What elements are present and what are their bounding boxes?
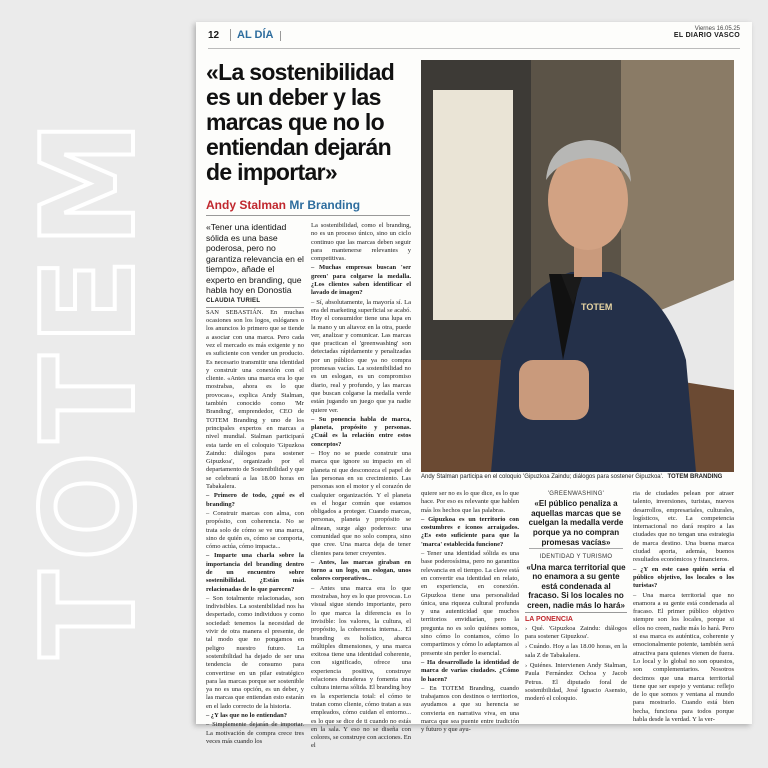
- column-3: [421, 490, 519, 734]
- header-right: [674, 26, 740, 39]
- ponencia-cuando: › Cuándo. Hoy a las 18.00 horas, en la sala Z de Tabakalera.: [525, 643, 627, 659]
- column-1: [206, 222, 304, 745]
- byline-role: Mr Branding: [289, 198, 361, 212]
- side-brand-word: TOTEM: [15, 109, 164, 659]
- page-header: [208, 26, 740, 46]
- question: – Primero de todo, ¿qué es el branding?: [206, 492, 304, 508]
- headline: «La sostenibilidad es un deber y las marcas que no lo entiendan dejarán de importar»: [206, 59, 395, 185]
- portrait-photo: [421, 60, 734, 472]
- question: – Muchas empresas buscan 'ser green' para colgarse la medalla. ¿Los clientes saben identificar el lavado de imagen?: [311, 264, 411, 297]
- shirt-logo: TOTEM: [581, 302, 613, 312]
- pull-quote: «Tener una identidad sólida es una base poderosa, pero no garantiza relevancia en el tiempo», añade el experto en branding, que habla hoy en Donostia: [206, 222, 304, 295]
- column-4: [525, 490, 627, 718]
- paragraph: ria de ciudades pelean por atraer talento, inversiones, turistas, nuevos desarrollos, empresariales, culturales, logísticos, etc. La competencia internacional no dará respiro a las ciudades que no tengan una estrategia de marca destino. Una buena marca ciudad aporta, además, buenos resultados económicos y financieros.: [633, 490, 734, 564]
- question: – Gipuzkoa es un territorio con costumbres e iconos arraigados. ¿Es esto suficiente para que la 'marca' establecida funcione?: [421, 515, 519, 548]
- answer: – Construir marcas con alma, con propósito, con coherencia. No se trata solo de cómo se ve una marca, sino de quién es, cómo se comporta, cómo actúa, cómo impacta...: [206, 509, 304, 551]
- highlight-quote-identidad: «Una marca territorial que no enamora a su gente está condenada al fracaso. Si los locales no creen, nadie más lo hará»: [526, 562, 626, 610]
- highlight-divider: [529, 548, 623, 549]
- column-2: [311, 222, 412, 750]
- answer: – Simplemente dejarán de importar. La motivación de compra crece tres veces más cuando los: [206, 721, 304, 745]
- answer: – Son totalmente relacionadas, son indivisibles. La sostenibilidad nos ha despertado, como individuos y como sociedad: tenemos la necesidad de vivir de otra manera el presente, de tal modo que no pongamos en peligro nuestro futuro. La sostenibilidad ha dejado de ser una tendencia de consumo para convertirse en un pilar estratégico para las marcas porque ser sostenible ya no es una opción, es un deber, y las marcas que entiendan esto estarán en el lado correcto de la historia.: [206, 594, 304, 710]
- question: – Su ponencia habla de marca, planeta, propósito y personas. ¿Cuál es la relación entre estos conceptos?: [311, 415, 411, 448]
- header-rule: [208, 48, 740, 49]
- column-5: [633, 490, 734, 724]
- answer: – En TOTEM Branding, cuando trabajamos con destinos o territorios, ayudamos a que su herencia se convierta en narrativa viva, en una marca que sea puente entre tradición y futuro y que ayu-: [421, 684, 519, 734]
- answer: – Antes una marca era lo que mostrabas, hoy es lo que provocas. Lo visual sigue siendo importante, pero lo que marca la diferencia es lo invisible: los valores, la cultura, el propósito, la coherencia interna... El branding es holístico, abarca múltiples dimensiones, y una marca exitosa tiene una identidad coherente, con significado, ofrece una experiencia positiva, construye relaciones duraderas y fomenta una cultura interna sólida. El branding hoy es la experiencia total: el cómo te tratan como cliente, cómo tratan a sus empleados, cómo cuidan el entorno... es lo que se dice de ti cuando no estás en la sala. Y eso no se diseña con colores, se construye con acciones. En el: [311, 584, 412, 750]
- caption-text: Andy Stalman participa en el coloquio 'Gipuzkoa Zaindu; diálogos para sostener Gipuzkoa'.: [421, 474, 664, 480]
- highlight-label-identidad: IDENTIDAD Y TURISMO: [539, 554, 613, 561]
- newspaper-name: EL DIARIO VASCO: [673, 32, 740, 39]
- section-label: AL DÍA: [230, 29, 273, 41]
- byline-rule: [206, 215, 410, 216]
- byline: [206, 198, 360, 212]
- photo-caption: [421, 474, 734, 480]
- paragraph: quiere ser no es lo que dice, es lo que hace. Por eso es relevante que hablen más los hechos que las palabras.: [421, 490, 519, 514]
- byline-name: Andy Stalman: [206, 198, 287, 212]
- ponencia-que: › Qué. 'Gipuzkoa Zaindu: diálogos para sostener Gipuzkoa'.: [525, 624, 627, 641]
- answer: – Hoy no se puede construir una marca que ignore su impacto en el planeta ni que desconozca el papel de las personas en su crecimiento. Las personas son el motor y el corazón de cualquier organización. Y el planeta es el hogar común que estamos obligados a proteger. Cuando marcas, personas, planeta y propósito se alinean, surge algo poderoso: una comunidad que no solo compra, sino que cree. Una marca deja de tener clientes para tener creyentes.: [311, 450, 411, 557]
- ponencia-quienes: › Quiénes. Intervienen Andy Stalman, Paula Fernández Ochoa y Jacob Petrus. El diputado foral de sostenibilidad, José Ignacio Asensio, moderó el coloquio.: [525, 662, 627, 703]
- answer: – Tener una identidad sólida es una base poderosísima, pero no garantiza relevancia en el tiempo. La clave está en convertir esa identidad en relato, en experiencia, en conexión. Gipuzkoa tiene una personalidad única, una riqueza cultural profunda y una autenticidad que muchos territorios envidiarían, pero la pregunta no es solo quiénes somos, sino cómo lo contamos, cómo lo compartimos y cómo lo adaptamos al presente sin perder lo esencial.: [421, 550, 519, 657]
- question: – Imparte una charla sobre la importancia del branding dentro de un encuentro sobre sostenibilidad. ¿Están más relacionadas de lo que parecen?: [206, 552, 304, 593]
- side-brand: [0, 0, 175, 768]
- highlight-quote-greenwashing: «El público penaliza a aquellas marcas que se cuelgan la medalla verde porque ya no compran promesas vacías»: [528, 499, 624, 547]
- newspaper-page: [196, 22, 752, 750]
- issue-date: Viernes 16.05.25: [694, 26, 740, 32]
- question: – ¿Y en este caso quién sería el público objetivo, los locales o los turistas?: [633, 565, 734, 590]
- highlight-label-greenwashing: 'GREENWASHING': [547, 491, 605, 497]
- question: – ¿Y las que no lo entiendan?: [206, 712, 288, 720]
- answer: – Sí, absolutamente, la mayoría sí. La era del marketing superficial se acabó. Hoy el consumidor tiene una lupa en la mano y un altavoz en la otra, puede ver, analizar y comunicar. Las marcas que practican el 'greenwashing' son detectadas rápidamente y penalizadas por un público que ya no compra promesas vacías. La sostenibilidad no es un eslogan, es un compromiso diario, real y profundo, y las marcas que buscan colgarse la medalla verde están jugando un juego que ya nadie quiere ver.: [311, 298, 411, 414]
- author-name: CLAUDIA TURIEL: [206, 297, 304, 308]
- question: – Ha desarrollado la identidad de marca de varias ciudades. ¿Cómo lo hacen?: [421, 658, 519, 683]
- portrait-illustration: [421, 60, 734, 472]
- ponencia-title: LA PONENCIA: [525, 612, 627, 624]
- caption-credit: TOTEM BRANDING: [667, 474, 723, 480]
- answer: – Una marca territorial que no enamora a su gente está condenada al fracaso. El primer público objetivo siempre son los locales, porque si ellos no creen, nadie más lo hará. Pero si esa marca es auténtica, coherente y emocionalmente potente, también será atractiva para quienes vienen de fuera. Lo local y lo global no son opuestos, son complementarios. Nosotros decimos que una marca territorial tiene que ser espejo y ventana: reflejo de lo que somos y ventana al mundo para mostrarlo. Cuando está bien hecha, funciona para todos porque habla desde la verdad. Y la ver-: [633, 591, 734, 724]
- lead-paragraph: SAN SEBASTIÁN. En muchas ocasiones son los logos, eslóganes o los anuncios lo primero que se tiende a asociar con una marca. Pero cada vez el mercado es más exigente y no es suficiente con vender un producto. Es necesario transmitir una identidad y construir una conexión con el cliente. «Antes una marca era lo que mostrabas, ahora es lo que provocas», explica Andy Stalman, también conocido como 'Mr Branding', emprendedor, CEO de TOTEM Branding y uno de los principales expertos en marcas a nivel mundial. Stalman participará esta tarde en el coloquio 'Gipuzkoa Zaindu: diálogos para sostener Gipuzkoa', organizado por el departamento de Sostenibilidad y que se celebrará a las 18.00 horas en Tabakalera.: [206, 308, 304, 491]
- question: – Antes, las marcas giraban en torno a un logo, un eslogan, unos colores corporativos...: [311, 558, 411, 583]
- paragraph: La sostenibilidad, como el branding, no es un proceso único, sino un ciclo continuo que las marcas deben seguir para mantenerse relevantes y competitivas.: [311, 222, 411, 263]
- page-number: 12: [208, 30, 220, 41]
